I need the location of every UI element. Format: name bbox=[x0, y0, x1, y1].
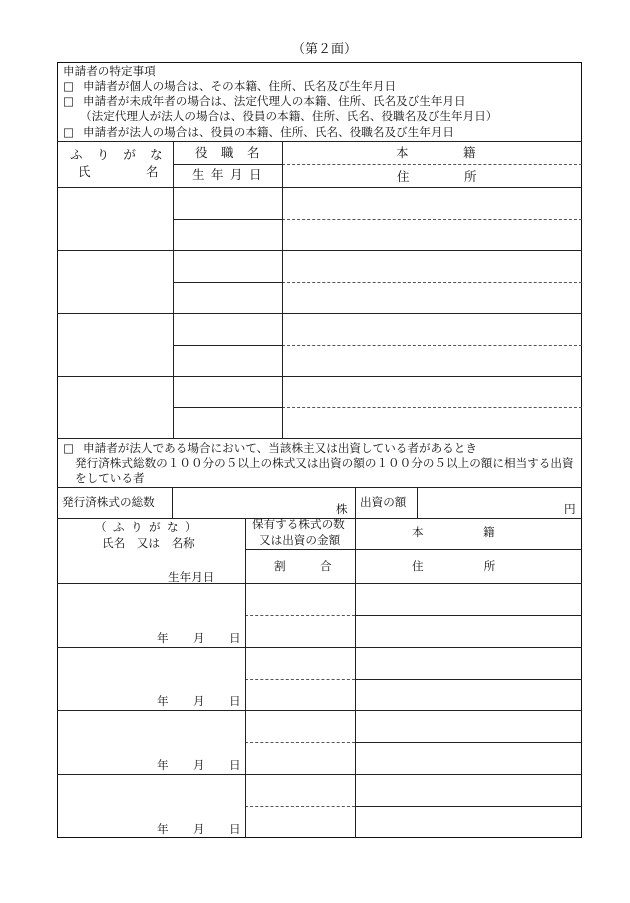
table-rule-vertical bbox=[355, 487, 356, 518]
applicant-4-address-field[interactable] bbox=[283, 408, 581, 438]
shareholder-1-address-field[interactable] bbox=[356, 616, 581, 647]
applicant-address-header: 住所 bbox=[397, 169, 532, 184]
shareholder-furigana-header: （ふりがな） bbox=[95, 520, 203, 534]
shareholder-criteria-line-1: 発行済株式総数の１００分の５以上の株式又は出資の額の１００分の５以上の額に相当する出資 bbox=[75, 456, 574, 470]
shareholder-2-domicile-field[interactable] bbox=[356, 648, 581, 679]
shareholder-2-holdings-field[interactable] bbox=[246, 648, 354, 679]
shareholder-1-date-placeholder: 年月日 bbox=[157, 631, 265, 645]
applicant-3-name-field[interactable] bbox=[58, 314, 172, 376]
shareholder-checkbox[interactable]: □ bbox=[63, 441, 74, 455]
individual-checkbox[interactable]: □ bbox=[63, 79, 74, 93]
shareholder-4-domicile-field[interactable] bbox=[356, 775, 581, 806]
applicant-position-header: 役職名 bbox=[195, 145, 274, 160]
total-shares-field[interactable] bbox=[173, 488, 354, 518]
yen-unit: 円 bbox=[564, 502, 576, 516]
table-rule bbox=[57, 141, 582, 142]
applicant-4-position-field[interactable] bbox=[174, 377, 281, 407]
corporation-checkbox[interactable]: □ bbox=[63, 125, 74, 139]
corporation-option-text: 申請者が法人の場合は、役員の本籍、住所、氏名、役職名及び生年月日 bbox=[83, 125, 455, 139]
page-label: （第２面） bbox=[292, 42, 358, 57]
shareholder-4-address-field[interactable] bbox=[356, 807, 581, 837]
holdings-header-line-1: 保有する株式の数 bbox=[252, 517, 345, 531]
applicant-section-heading: 申請者の特定事項 bbox=[63, 64, 156, 78]
table-rule bbox=[245, 549, 582, 550]
shareholder-domicile-header: 本籍 bbox=[412, 525, 554, 539]
applicant-1-domicile-field[interactable] bbox=[283, 188, 581, 219]
shares-unit: 株 bbox=[336, 502, 348, 516]
holdings-header-line-2: 又は出資の金額 bbox=[259, 533, 341, 547]
applicant-domicile-header: 本籍 bbox=[396, 145, 531, 160]
shareholder-4-holdings-field[interactable] bbox=[246, 775, 354, 806]
shareholder-criteria-line-2: をしている者 bbox=[75, 471, 145, 485]
minor-option-text: 申請者が未成年者の場合は、法定代理人の本籍、住所、氏名及び生年月日 bbox=[83, 94, 466, 108]
shareholder-condition-text: 申請者が法人である場合において、当該株主又は出資している者があるとき bbox=[83, 441, 477, 455]
applicant-2-domicile-field[interactable] bbox=[283, 251, 581, 282]
capital-label: 出資の額 bbox=[360, 495, 407, 509]
minor-checkbox[interactable]: □ bbox=[63, 94, 74, 108]
shareholder-3-holdings-field[interactable] bbox=[246, 711, 354, 742]
applicant-1-name-field[interactable] bbox=[58, 188, 172, 250]
shareholder-1-holdings-field[interactable] bbox=[246, 584, 354, 615]
shareholder-3-domicile-field[interactable] bbox=[356, 711, 581, 742]
shareholder-name-header: 氏名 又は 名称 bbox=[102, 536, 195, 550]
total-shares-label: 発行済株式の総数 bbox=[62, 495, 155, 509]
applicant-1-address-field[interactable] bbox=[283, 220, 581, 250]
applicant-4-domicile-field[interactable] bbox=[283, 377, 581, 407]
shareholder-3-date-placeholder: 年月日 bbox=[157, 758, 265, 772]
applicant-2-position-field[interactable] bbox=[174, 251, 281, 282]
applicant-2-birthdate-field[interactable] bbox=[174, 283, 281, 313]
applicant-1-position-field[interactable] bbox=[174, 188, 281, 219]
capital-amount-field[interactable] bbox=[418, 488, 581, 518]
minor-option-note: （法定代理人が法人の場合は、役員の本籍、住所、氏名、役職名及び生年月日） bbox=[80, 109, 498, 123]
section-divider bbox=[57, 438, 582, 439]
table-rule-dashed bbox=[282, 164, 582, 165]
applicant-4-birthdate-field[interactable] bbox=[174, 408, 281, 438]
applicant-3-address-field[interactable] bbox=[283, 346, 581, 376]
shareholder-2-date-placeholder: 年月日 bbox=[157, 694, 265, 708]
applicant-2-name-field[interactable] bbox=[58, 251, 172, 313]
shareholder-3-address-field[interactable] bbox=[356, 743, 581, 774]
applicant-4-name-field[interactable] bbox=[58, 377, 172, 438]
individual-option-text: 申請者が個人の場合は、その本籍、住所、氏名及び生年月日 bbox=[83, 79, 397, 93]
shareholder-address-header: 住所 bbox=[412, 559, 556, 573]
shareholder-2-address-field[interactable] bbox=[356, 680, 581, 710]
shareholder-birthdate-header: 生年月日 bbox=[168, 570, 215, 584]
applicant-1-birthdate-field[interactable] bbox=[174, 220, 281, 250]
applicant-2-address-field[interactable] bbox=[283, 283, 581, 313]
shareholder-4-date-placeholder: 年月日 bbox=[157, 822, 265, 836]
applicant-birthdate-header: 生年月日 bbox=[192, 167, 269, 182]
applicant-3-domicile-field[interactable] bbox=[283, 314, 581, 345]
shareholder-1-domicile-field[interactable] bbox=[356, 584, 581, 615]
applicant-3-birthdate-field[interactable] bbox=[174, 346, 281, 376]
ratio-header: 割合 bbox=[274, 559, 366, 573]
applicant-3-position-field[interactable] bbox=[174, 314, 281, 345]
applicant-furigana-header: ふりがな bbox=[70, 147, 177, 162]
applicant-name-header: 氏名 bbox=[78, 164, 215, 179]
